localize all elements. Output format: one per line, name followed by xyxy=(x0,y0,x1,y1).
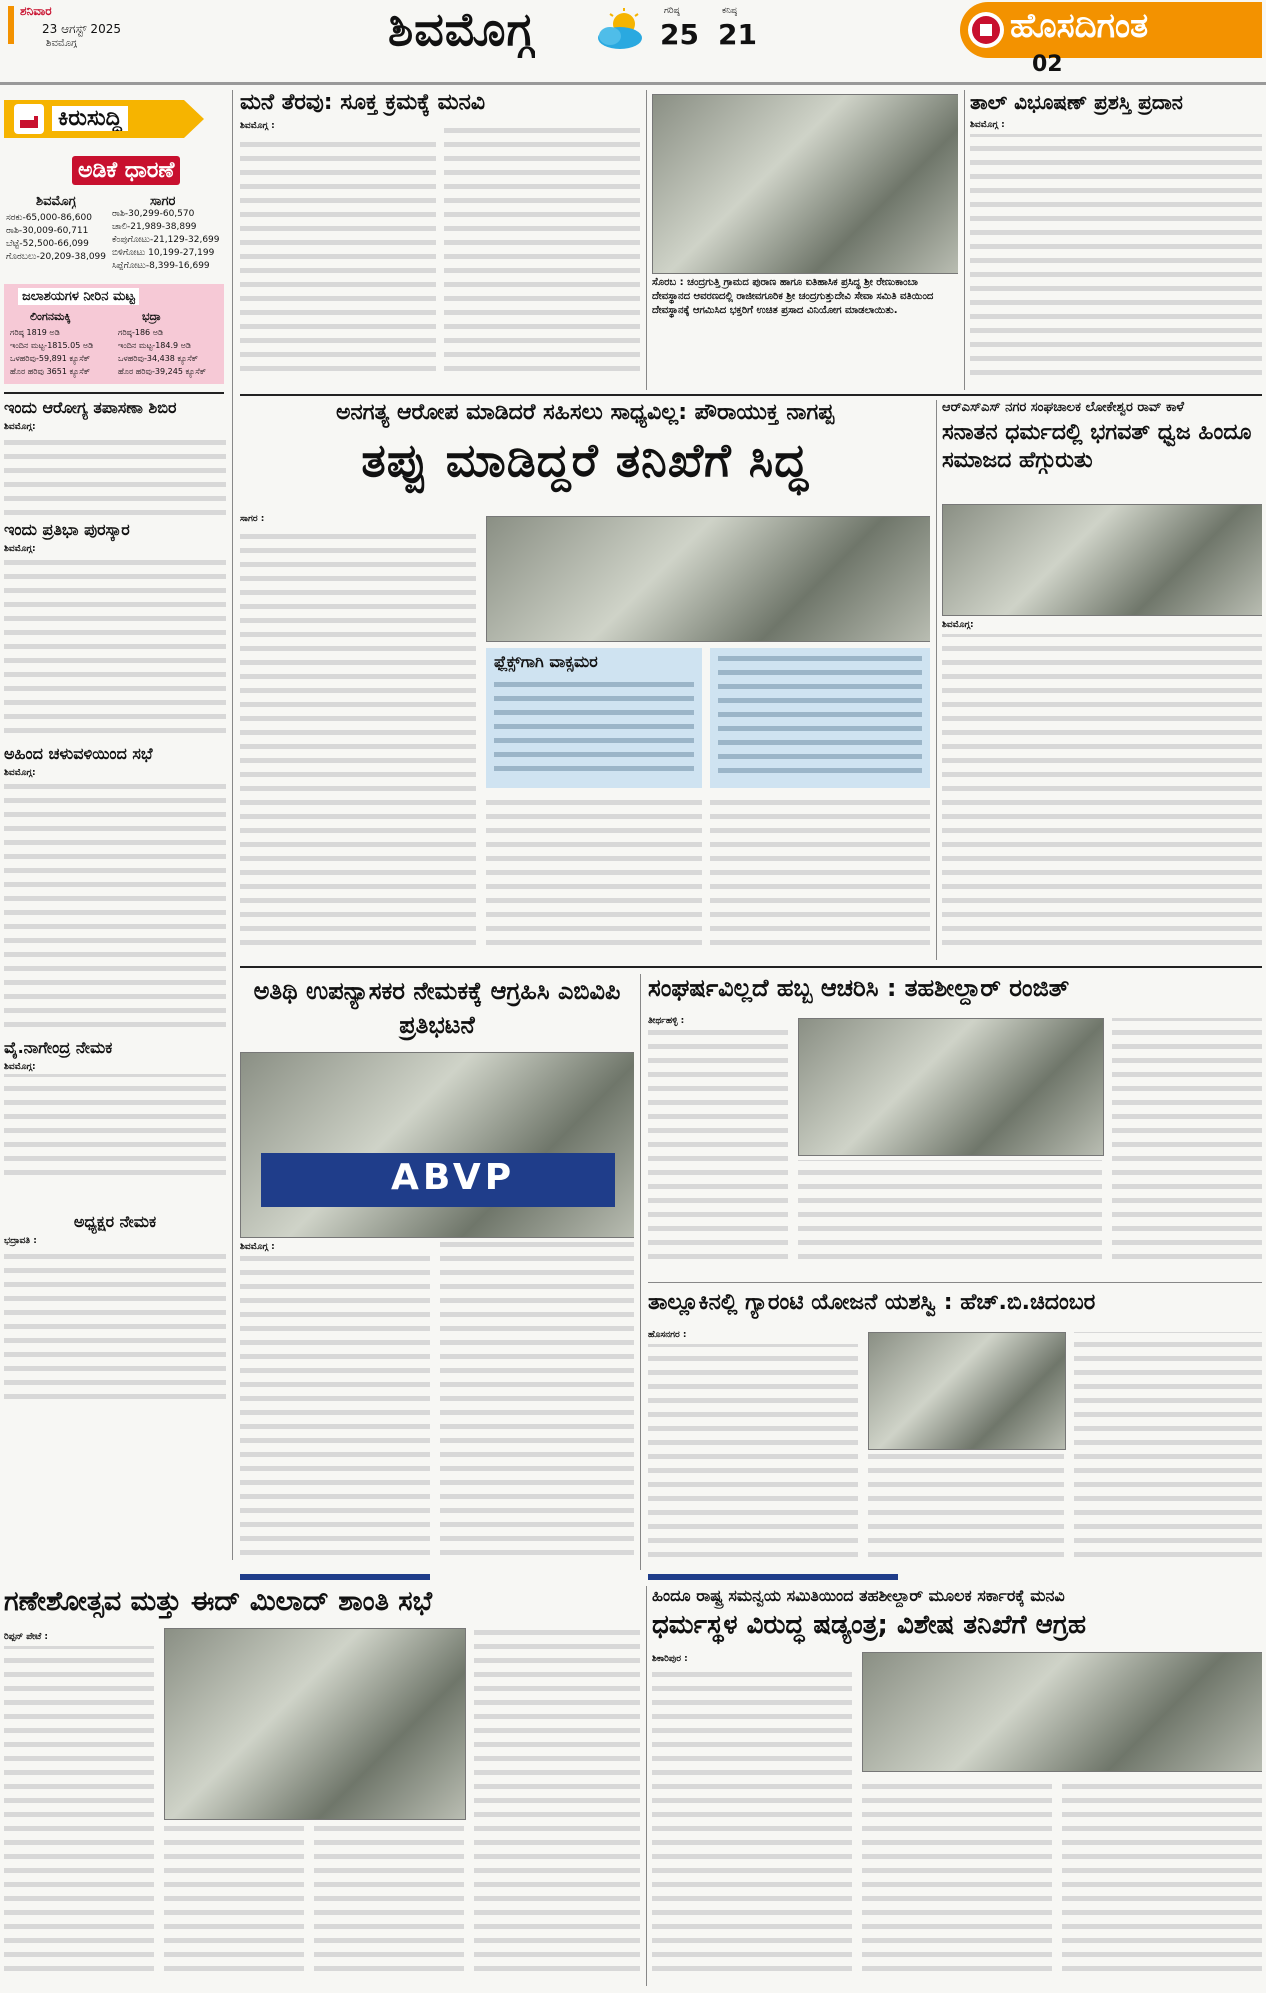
rule xyxy=(648,1282,1262,1283)
article-dateline: ಶಿವಮೊಗ್ಗ : xyxy=(240,121,275,131)
rule xyxy=(240,394,1262,396)
city-title: ಶಿವಮೊಗ್ಗ xyxy=(388,2,535,56)
article-dateline: ಶಿವಮೊಗ್ಗ : xyxy=(970,120,1005,130)
max-temp-label: ಗರಿಷ್ಠ xyxy=(664,6,680,16)
article-body xyxy=(1062,1778,1262,1980)
left-article xyxy=(4,1038,226,1208)
masthead xyxy=(0,0,1266,82)
article-body xyxy=(4,1646,154,1980)
dam2-stats xyxy=(118,326,222,378)
article-body xyxy=(4,780,226,1036)
dam-bhadra: ಭದ್ರಾ xyxy=(142,310,161,323)
article-body xyxy=(798,1160,1102,1268)
abvp-banner xyxy=(261,1153,615,1207)
news-photo xyxy=(942,504,1262,616)
box-body xyxy=(494,676,694,780)
article-body xyxy=(942,634,1262,954)
box-body xyxy=(718,654,922,782)
column-rule xyxy=(646,1586,647,1986)
kiru-title: ಕಿರುಸುದ್ದಿ xyxy=(52,106,128,131)
article-title: ಅಹಿಂದ ಚಳುವಳಿಯಿಂದ ಸಭೆ xyxy=(4,744,153,763)
article-body xyxy=(486,796,702,954)
box-title: ಫ್ಲೆಕ್ಸ್‌ಗಾಗಿ ವಾಕ್ಸಮರ xyxy=(494,652,598,671)
water-title: ಜಲಾಶಯಗಳ ನೀರಿನ ಮಟ್ಟ xyxy=(18,288,139,305)
article-body xyxy=(444,124,640,380)
dam-stat: ಒಳಹರಿವು-34,438 ಕ್ಯೂಸೆಕ್ xyxy=(118,354,198,363)
article-hindu xyxy=(652,1586,1262,1986)
article-title: ಸನಾತನ ಧರ್ಮದಲ್ಲಿ ಭಗವತ್ ಧ್ವಜ ಹಿಂದೂ ಸಮಾಜದ ಹೆಗ್ಗುರುತು xyxy=(942,420,1252,473)
rates-shivamogga xyxy=(6,212,114,264)
water-level-box xyxy=(4,284,224,384)
date-label: 23 ಆಗಸ್ಟ್ 2025 xyxy=(42,22,121,36)
flex-box xyxy=(486,648,702,788)
article-title: ಇಂದು ಆರೋಗ್ಯ ತಪಾಸಣಾ ಶಿಬಿರ xyxy=(4,398,177,417)
photo-article xyxy=(652,90,958,390)
article-body xyxy=(648,1344,858,1566)
article-body xyxy=(440,1242,634,1564)
kiru-header xyxy=(4,96,224,140)
left-articles xyxy=(4,398,226,1570)
speaker-photo xyxy=(164,1628,466,1820)
rule xyxy=(240,966,1262,968)
article-body xyxy=(240,136,436,380)
paper-logo xyxy=(960,2,1262,58)
article-title: ಅಧ್ಯಕ್ಷರ ನೇಮಕ xyxy=(73,1212,157,1231)
article-body xyxy=(868,1454,1064,1566)
article-body xyxy=(4,1074,226,1184)
article-title: ಧರ್ಮಸ್ಥಳ ವಿರುದ್ಧ ಷಡ್ಯಂತ್ರ; ವಿಶೇಷ ತನಿಖೆಗೆ ಆಗ್ರಹ xyxy=(652,1610,1086,1640)
rate-row: ಚಾಲಿ-21,989-38,899 xyxy=(112,222,197,232)
article-habba xyxy=(648,974,1262,1274)
left-article xyxy=(4,398,226,516)
rate-row: ರಾಶಿ-30,299-60,570 xyxy=(112,209,195,219)
column-rule xyxy=(232,90,233,1560)
article-dateline: ಶಿವಮೊಗ್ಗ: xyxy=(4,544,36,554)
article-title: ಗಣೇಶೋತ್ಸವ ಮತ್ತು ಈದ್ ಮಿಲಾದ್ ಶಾಂತಿ ಸಭೆ xyxy=(4,1586,433,1617)
main-story xyxy=(240,400,930,960)
article-dateline: ಸಾಗರ : xyxy=(240,514,265,524)
column-rule xyxy=(646,90,647,390)
article-body xyxy=(648,1030,788,1268)
rate-row: ಬೆಟ್ಟೆ-52,500-66,099 xyxy=(6,239,89,249)
article-body xyxy=(4,556,226,742)
accent-bar xyxy=(8,6,14,44)
market-shivamogga: ಶಿವಮೊಗ್ಗ xyxy=(36,194,77,209)
max-temp: 25 xyxy=(660,18,699,51)
logo-emblem-icon xyxy=(968,12,1004,48)
city-small-label: ಶಿವಮೊಗ್ಗ xyxy=(46,38,78,49)
article-kicker: ಆರ್‌ಎಸ್‌ಎಸ್ ನಗರ ಸಂಘಚಾಲಕ ಲೋಕೇಶ್ವರ ರಾವ್ ಕಾಳೆ xyxy=(942,400,1184,415)
rate-row: ರಾಶಿ-30,009-60,711 xyxy=(6,226,89,236)
page-number: 02 xyxy=(1032,52,1063,77)
hand-point-icon xyxy=(14,104,44,134)
rule-segment xyxy=(648,1574,898,1580)
article-title: ತಾಲ್ ವಿಭೂಷಣ್ ಪ್ರಶಸ್ತಿ ಪ್ರದಾನ xyxy=(970,90,1183,114)
dam1-stats xyxy=(10,326,114,378)
column-rule xyxy=(936,400,937,960)
dam-stat: ಹೊರ ಹರಿವು 3651 ಕ್ಯೂಸೆಕ್ xyxy=(10,367,91,376)
article-body xyxy=(240,528,476,954)
article-body xyxy=(4,434,226,524)
article-dateline: ಶಿವಮೊಗ್ಗ: xyxy=(942,620,974,630)
bottom-rule xyxy=(0,1574,1266,1580)
article-dateline: ಶಿಕಾರಿಪುರ : xyxy=(652,1654,688,1664)
rule xyxy=(4,392,224,394)
day-label: ಶನಿವಾರ xyxy=(20,4,52,18)
dam-stat: ಹೊರ ಹರಿವು-39,245 ಕ್ಯೂಸೆಕ್ xyxy=(118,367,207,376)
article-title: ಮನೆ ತೆರವು: ಸೂಕ್ತ ಕ್ರಮಕ್ಕೆ ಮನವಿ xyxy=(240,90,486,115)
rate-row: ಬಿಳಿಗೋಟು 10,199-27,199 xyxy=(112,248,215,258)
article-body xyxy=(474,1628,640,1980)
article-dateline: ಶಿವಮೊಗ್ಗ: xyxy=(4,768,36,778)
article-dateline: ಶಿವಮೊಗ್ಗ: xyxy=(4,422,36,432)
dam-stat: ಇಂದಿನ ಮಟ್ಟ-184.9 ಅಡಿ xyxy=(118,341,191,350)
article-body xyxy=(314,1824,464,1980)
article-rss xyxy=(942,400,1262,960)
dam-stat: ಗರಿಷ್ಠ-186 ಅಡಿ xyxy=(118,328,164,337)
article-body xyxy=(240,1256,430,1564)
rate-row: ಸರಕು-65,000-86,600 xyxy=(6,213,92,223)
article-body xyxy=(1074,1332,1262,1566)
article-body xyxy=(4,1248,226,1408)
dam-stat: ಇಂದಿನ ಮಟ್ಟ-1815.05 ಅಡಿ xyxy=(10,341,94,350)
paper-name: ಹೊಸದಿಗಂತ xyxy=(1010,6,1149,46)
protest-photo xyxy=(240,1052,634,1238)
flex-box-cont xyxy=(710,648,930,788)
article-title: ಇಂದು ಪ್ರತಿಭಾ ಪುರಸ್ಕಾರ xyxy=(4,520,130,539)
article-title: ಸಂಘರ್ಷವಿಲ್ಲದೆ ಹಬ್ಬ ಆಚರಿಸಿ : ತಹಶೀಲ್ದಾರ್ ರಂಜಿತ್ xyxy=(648,974,1070,1002)
banner-text: ABVP xyxy=(391,1157,516,1198)
photo-caption: ಸೊರಬ : ಚಂದ್ರಗುತ್ತಿ ಗ್ರಾಮದ ಪುರಾಣ ಹಾಗೂ ಐತಿಹಾಸಿಕ ಪ್ರಸಿದ್ಧ ಶ್ರೀ ರೇಣುಕಾಂಬಾ ದೇವಸ್ಥಾನದ ಆವರಣದಲ್ಲಿ ರಾಜೀವಗೂರಿಕ ಶ್ರೀ ಚಂದ್ರಗುತ್ತುದೇವಿ ಸೇವಾ ಸಮಿತಿ ವತಿಯಿಂದ ದೇವಸ್ಥಾನಕ್ಕೆ ಆಗಮಿಸಿದ ಭಕ್ತರಿಗೆ ಉಚಿತ ಪ್ರಸಾದ ವಿನಿಯೋಗ ಮಾಡಲಾಯಿತು. xyxy=(652,277,934,316)
dam-stat: ಗರಿಷ್ಠ 1819 ಅಡಿ xyxy=(10,328,60,337)
rule-segment xyxy=(240,1574,430,1580)
article-guarantee xyxy=(648,1290,1262,1570)
column-rule xyxy=(640,974,641,1570)
meeting-photo xyxy=(862,1652,1262,1772)
article-body xyxy=(1112,1018,1262,1268)
rate-row: ಗೊರಬಲು-20,209-38,099 xyxy=(6,252,106,262)
event-photo xyxy=(868,1332,1066,1450)
rates-sagara xyxy=(112,208,228,273)
article-dateline: ಭದ್ರಾವತಿ : xyxy=(4,1236,37,1246)
article-dateline: ಹೊಸನಗರ : xyxy=(648,1330,687,1340)
main-kicker: ಅನಗತ್ಯ ಆರೋಪ ಮಾಡಿದರೆ ಸಹಿಸಲು ಸಾಧ್ಯವಿಲ್ಲ: ಪೌರಾಯುಕ್ತ ನಾಗಪ್ಪ xyxy=(335,400,835,425)
min-temp-label: ಕನಿಷ್ಠ xyxy=(722,6,738,16)
news-photo xyxy=(652,94,958,274)
article-title: ವೈ.ನಾಗೇಂದ್ರ ನೇಮಕ xyxy=(4,1038,113,1057)
min-temp: 21 xyxy=(718,18,757,51)
article-dateline: ತೀರ್ಥಹಳ್ಳಿ : xyxy=(648,1016,685,1026)
article-mane xyxy=(240,90,640,390)
market-sagara: ಸಾಗರ xyxy=(150,194,176,209)
article-title: ತಾಲ್ಲೂಕಿನಲ್ಲಿ ಗ್ಯಾರಂಟಿ ಯೋಜನೆ ಯಶಸ್ವಿ : ಹೆಚ್.ಬಿ.ಚಿದಂಬರ xyxy=(648,1290,1096,1315)
adike-title-text: ಅಡಿಕೆ ಧಾರಣೆ xyxy=(72,156,180,185)
article-ganesha xyxy=(4,1586,640,1986)
article-tal xyxy=(970,90,1262,390)
rate-row: ಸಿಪ್ಪೆಗೋಟು-8,399-16,699 xyxy=(112,261,210,271)
dam-stat: ಒಳಹರಿವು-59,891 ಕ್ಯೂಸೆಕ್ xyxy=(10,354,90,363)
main-headline: ತಪ್ಪು ಮಾಡಿದ್ದರೆ ತನಿಖೆಗೆ ಸಿದ್ಧ xyxy=(361,433,809,487)
article-body xyxy=(710,796,930,954)
meeting-photo xyxy=(486,516,930,642)
meeting-photo xyxy=(798,1018,1104,1156)
article-body xyxy=(862,1778,1052,1980)
article-abvp xyxy=(240,974,634,1570)
adike-title xyxy=(72,156,180,185)
rate-row: ಕೆಂಪುಗೋಟು-21,129-32,699 xyxy=(112,235,220,245)
article-body xyxy=(164,1824,304,1980)
dam-linganamakki: ಲಿಂಗನಮಕ್ಕಿ xyxy=(30,310,71,323)
article-dateline: ಶಿವಮೊಗ್ಗ : xyxy=(240,1242,275,1252)
column-rule xyxy=(964,90,965,390)
article-dateline: ರಿಪ್ಪನ್ ಪೇಟೆ : xyxy=(4,1632,48,1642)
article-title: ಅತಿಥಿ ಉಪನ್ಯಾಸಕರ ನೇಮಕಕ್ಕೆ ಆಗ್ರಹಿಸಿ ಎಬಿವಿಪಿ ಪ್ರತಿಭಟನೆ xyxy=(253,977,621,1039)
article-body xyxy=(652,1668,852,1980)
article-dateline: ಶಿವಮೊಗ್ಗ: xyxy=(4,1062,36,1072)
masthead-rule xyxy=(0,82,1266,85)
weather-icon xyxy=(594,8,650,52)
article-kicker: ಹಿಂದೂ ರಾಷ್ಟ್ರ ಸಮನ್ವಯ ಸಮಿತಿಯಿಂದ ತಹಶೀಲ್ದಾರ್ ಮೂಲಕ ಸರ್ಕಾರಕ್ಕೆ ಮನವಿ xyxy=(652,1586,1065,1605)
article-body xyxy=(970,134,1262,384)
left-article xyxy=(4,520,226,740)
left-article xyxy=(4,744,226,1034)
left-article xyxy=(4,1212,226,1412)
